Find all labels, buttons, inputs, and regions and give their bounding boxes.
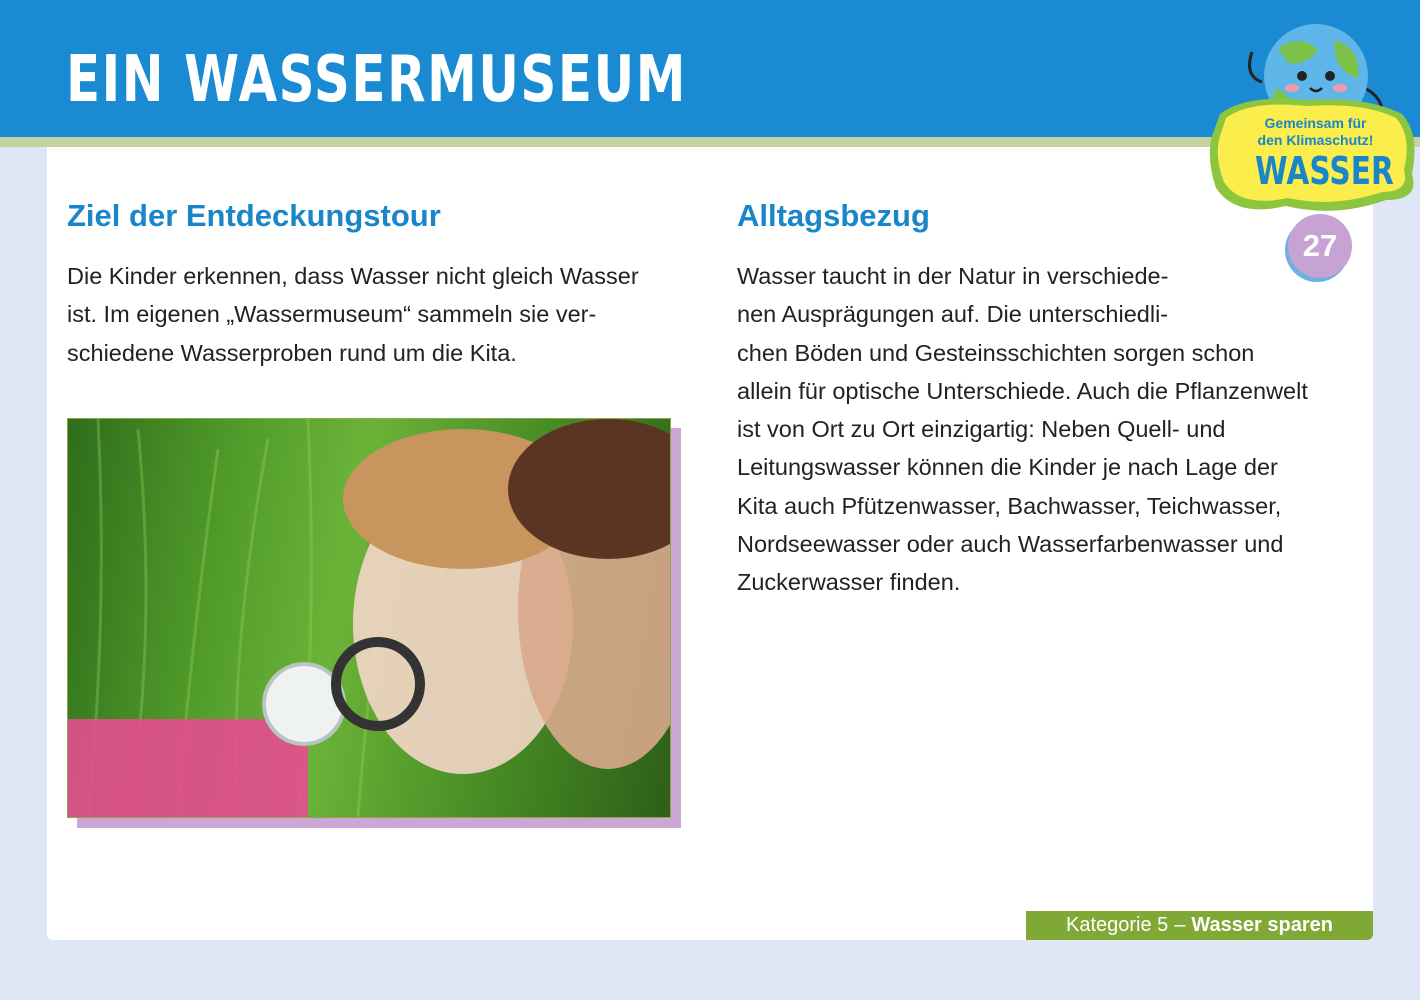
logo-tagline — [1238, 115, 1393, 149]
text-line: nen Ausprägungen auf. Die unterschiedli- — [737, 301, 1169, 328]
footer-category-bar — [1026, 911, 1373, 940]
text-line: Zuckerwasser finden. — [737, 569, 961, 596]
footer-topic: Wasser sparen — [1191, 914, 1333, 936]
text-line: chen Böden und Gesteinsschichten sorgen schon — [737, 339, 1255, 366]
text-line: Die Kinder erkennen, dass Wasser nicht gleich Wasser — [67, 263, 639, 289]
left-heading: Ziel der Entdeckungstour — [67, 198, 441, 233]
right-paragraph — [737, 257, 1308, 602]
logo-topic: WASSER — [1255, 149, 1394, 193]
text-line: Leitungswasser können die Kinder je nach Lage der — [737, 454, 1278, 481]
right-heading: Alltagsbezug — [737, 198, 930, 233]
footer-category: Kategorie 5 — [1066, 914, 1169, 936]
page-number-badge: 27 — [1288, 214, 1352, 278]
left-paragraph — [67, 257, 639, 372]
text-line: ist von Ort zu Ort einzigartig: Neben Quell- und — [737, 416, 1226, 443]
text-line: Kita auch Pfützenwasser, Bachwasser, Teichwasser, — [737, 492, 1282, 519]
text-line: ist. Im eigenen „Wassermuseum“ sammeln sie ver- — [67, 301, 597, 328]
text-line: Wasser taucht in der Natur in verschiede- — [737, 263, 1169, 289]
footer-separator: – — [1174, 914, 1186, 936]
text-line: Nordseewasser oder auch Wasserfarbenwasser und — [737, 531, 1284, 558]
text-line: allein für optische Unterschiede. Auch die Pflanzenwelt — [737, 377, 1308, 404]
children-magnifier-photo — [67, 418, 671, 818]
text-line: schiedene Wasserproben rund um die Kita. — [67, 339, 517, 366]
logo-tagline-line: Gemeinsam für — [1264, 115, 1367, 131]
photo-illustration — [68, 419, 670, 817]
page-title: EIN WASSERMUSEUM — [66, 43, 687, 117]
logo-tagline-line: den Klimaschutz! — [1257, 132, 1374, 148]
